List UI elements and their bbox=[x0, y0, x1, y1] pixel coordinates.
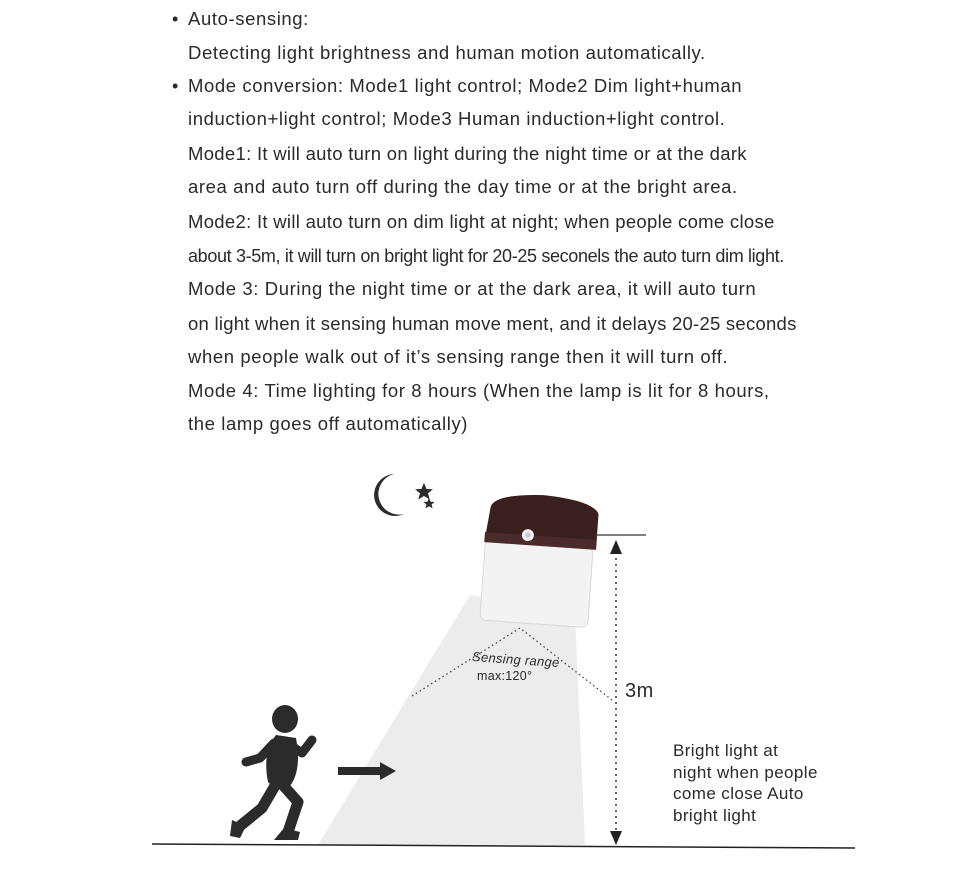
arrow-up-icon bbox=[610, 540, 622, 554]
sensing-range-label: Sensing range bbox=[471, 648, 561, 671]
bright-light-caption bbox=[673, 740, 818, 826]
star-icon bbox=[423, 498, 434, 508]
bullet-auto-sensing: • bbox=[172, 9, 179, 29]
mode-line-3: Mode1: It will auto turn on light during the night time or at the dark bbox=[188, 143, 747, 164]
mode-line-6: about 3-5m, it will turn on bright light for 20-25 seconels the auto turn dim light. bbox=[188, 246, 784, 266]
mode-line-9: when people walk out of it’s sensing range then it will turn off. bbox=[188, 346, 729, 367]
moon-icon bbox=[374, 474, 404, 516]
mode-line-1: Mode conversion: Mode1 light control; Mode2 Dim light+human bbox=[188, 75, 743, 96]
star-icon bbox=[415, 483, 433, 500]
running-person-icon bbox=[230, 705, 312, 840]
height-label: 3m bbox=[625, 680, 654, 702]
solar-lamp-icon bbox=[479, 491, 600, 627]
mode-line-4: area and auto turn off during the day time or at the bright area. bbox=[188, 176, 738, 197]
caption-line: bright light bbox=[673, 805, 757, 825]
caption-line: Bright light at bbox=[673, 741, 779, 760]
arrow-down-icon bbox=[610, 831, 622, 845]
caption-line: night when people bbox=[673, 762, 818, 782]
auto-sensing-title: Auto-sensing: bbox=[188, 8, 309, 29]
light-cone bbox=[318, 595, 585, 845]
auto-sensing-desc: Detecting light brightness and human motion automatically. bbox=[188, 42, 706, 63]
mode-line-7: Mode 3: During the night time or at the dark area, it will auto turn bbox=[188, 278, 757, 299]
mode-line-8: on light when it sensing human move ment, and it delays 20-25 seconds bbox=[188, 313, 797, 334]
mode-line-5: Mode2: It will auto turn on dim light at night; when people come close bbox=[188, 211, 775, 232]
mode-line-10: Mode 4: Time lighting for 8 hours (When the lamp is lit for 8 hours, bbox=[188, 380, 770, 401]
sensing-diagram bbox=[0, 440, 960, 874]
sensing-angle-label: max:120° bbox=[477, 669, 533, 683]
caption-line: come close Auto bbox=[673, 784, 804, 803]
mode-line-2: induction+light control; Mode3 Human induction+light control. bbox=[188, 108, 726, 129]
mode-line-11: the lamp goes off automatically) bbox=[188, 413, 469, 434]
bullet-mode-conversion: • bbox=[172, 76, 179, 96]
